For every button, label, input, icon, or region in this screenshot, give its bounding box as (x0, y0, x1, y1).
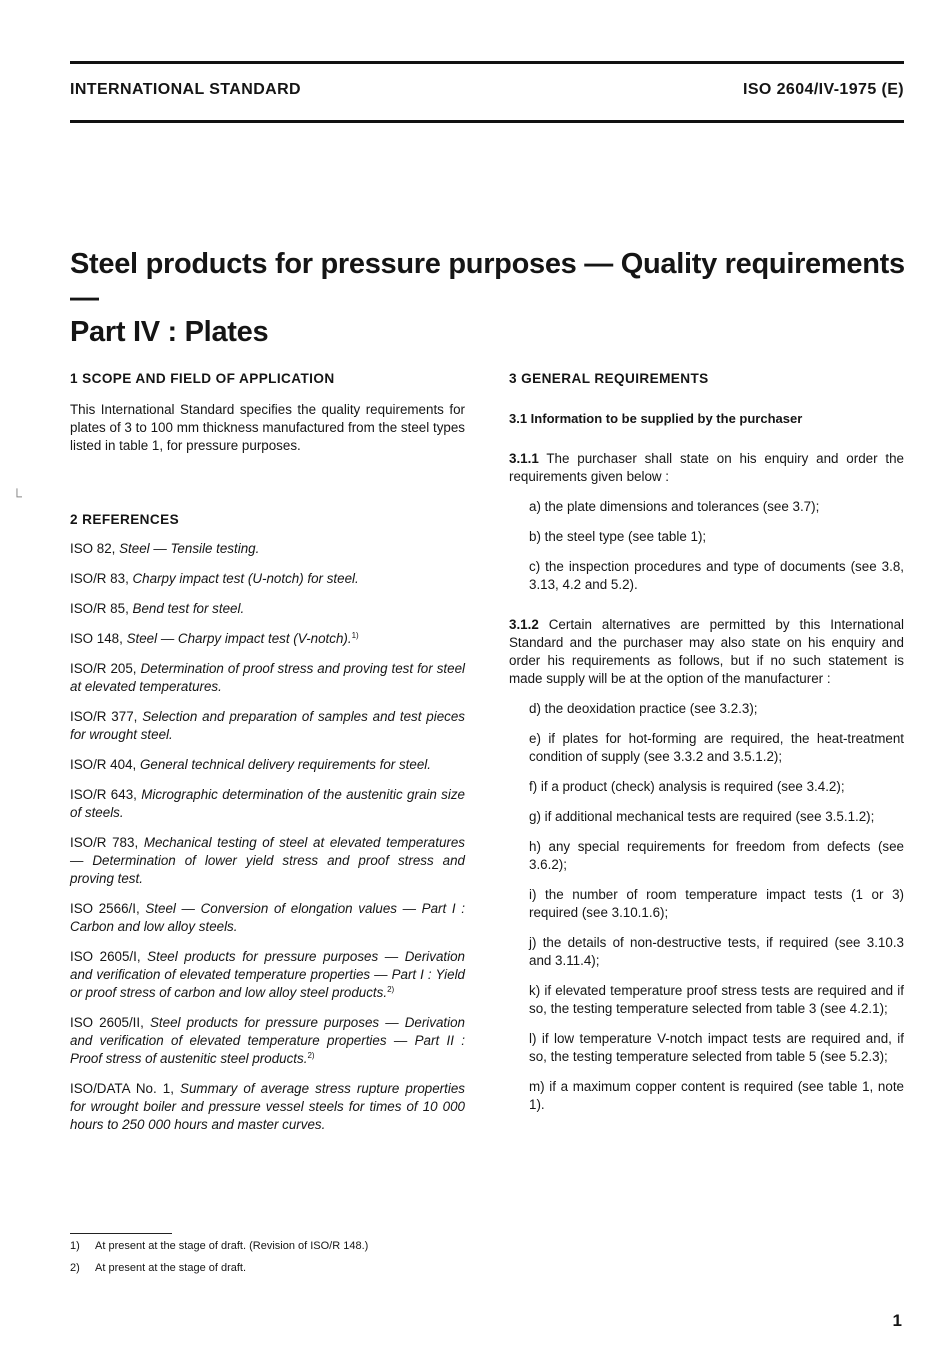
clause-number: 3.1.2 (509, 617, 539, 632)
margin-mark: └ (12, 488, 22, 504)
reference-item: ISO/R 377, Selection and preparation of samples and test pieces for wrought steel. (70, 709, 465, 742)
list-item: l) if low temperature V-notch impact tests are required and, if so, the testing temperature selected from table 5 (see 5.2.3); (529, 1031, 904, 1064)
footnote-text: At present at the stage of draft. (95, 1262, 247, 1274)
header-standard-label: INTERNATIONAL STANDARD (70, 81, 302, 98)
clause-3-1-1: 3.1.1 The purchaser shall state on his enquiry and order the requirements given below : (509, 451, 904, 484)
list-item: d) the deoxidation practice (see 3.2.3); (529, 701, 758, 716)
list-item: g) if additional mechanical tests are required (see 3.5.1.2); (529, 809, 875, 824)
footnote-ref: 2) (307, 1051, 315, 1060)
list-item: a) the plate dimensions and tolerances (see 3.7); (529, 499, 820, 514)
reference-item: ISO 148, Steel — Charpy impact test (V-notch).$^{1)}$ (70, 631, 359, 646)
reference-item: ISO 82, Steel — Tensile testing. (70, 541, 260, 556)
list-a-c (509, 498, 904, 594)
right-column (509, 370, 904, 1114)
page-number: 1 (892, 1311, 902, 1330)
title-line-1: Steel products for pressure purposes — Quality requirements — (70, 248, 905, 314)
header-standard-number: ISO 2604/IV-1975 (E) (743, 81, 904, 98)
top-rule (70, 61, 904, 64)
reference-item: ISO/R 83, Charpy impact test (U-notch) for steel. (70, 571, 359, 586)
reference-item: ISO 2605/I, Steel products for pressure purposes — Derivation and verification of elevated temperature properties — Part I : Yield or proof stress of carbon and low alloy steel products.$^{2)}$ (70, 949, 465, 1000)
general-requirements-heading: 3 GENERAL REQUIREMENTS (509, 371, 709, 386)
list-item: c) the inspection procedures and type of documents (see 3.8, 3.13, 4.2 and 5.2). (529, 559, 904, 592)
list-item: b) the steel type (see table 1); (529, 529, 707, 544)
reference-item: ISO/R 783, Mechanical testing of steel at elevated temperatures — Determination of lower yield stress and proof stress and proving test. (70, 835, 465, 886)
reference-item: ISO/R 85, Bend test for steel. (70, 601, 245, 616)
reference-item: ISO 2605/II, Steel products for pressure purposes — Derivation and verification of elevated temperature properties — Part II : Proof stress of austenitic steel products.$^{2)}$ (70, 1015, 465, 1066)
title-line-2: Part IV : Plates (70, 316, 269, 348)
references-list (70, 540, 465, 1134)
footnote-1 (70, 1240, 368, 1252)
list-item: m) if a maximum copper content is required (see table 1, note 1). (529, 1079, 904, 1112)
page-title (70, 247, 920, 349)
footnote-number: 1) (70, 1240, 80, 1252)
list-item: i) the number of room temperature impact tests (1 or 3) required (see 3.10.1.6); (529, 887, 904, 920)
reference-item: ISO/R 643, Micrographic determination of the austenitic grain size of steels. (70, 787, 465, 820)
reference-item: ISO 2566/I, Steel — Conversion of elongation values — Part I : Carbon and low alloy steels. (70, 901, 465, 934)
footnote-rule (70, 1233, 172, 1234)
left-column (70, 370, 465, 1134)
purchaser-info-subheading: 3.1 Information to be supplied by the purchaser (509, 411, 803, 426)
scope-heading: 1 SCOPE AND FIELD OF APPLICATION (70, 371, 335, 386)
clause-number: 3.1.1 (509, 451, 539, 466)
reference-item: ISO/DATA No. 1, Summary of average stress rupture properties for wrought boiler and pressure vessel steels for times of 10 000 hours to 250 000 hours and master curves. (70, 1081, 465, 1132)
list-item: h) any special requirements for freedom from defects (see 3.6.2); (529, 839, 904, 872)
reference-item: ISO/R 404, General technical delivery requirements for steel. (70, 757, 431, 772)
list-d-m (509, 700, 904, 1114)
list-item: k) if elevated temperature proof stress tests are required and if so, the testing temperature selected from table 3 (see 4.2.1); (529, 983, 904, 1016)
footnote-ref: 2) (387, 985, 395, 994)
list-item: j) the details of non-destructive tests, if required (see 3.10.3 and 3.11.4); (529, 935, 904, 968)
scope-text: This International Standard specifies the quality requirements for plates of 3 to 100 mm thickness manufactured from the steel types listed in table 1, for pressure purposes. (70, 402, 465, 453)
clause-3-1-2: 3.1.2 Certain alternatives are permitted by this International Standard and the purchaser may also state on his enquiry and order his requirements as follows, but if no such statement is made supply will be at the option of the manufacturer : (509, 617, 904, 686)
footnote-text: At present at the stage of draft. (Revision of ISO/R 148.) (95, 1240, 369, 1252)
footnote-2 (70, 1262, 246, 1274)
footnote-number: 2) (70, 1262, 80, 1274)
list-item: e) if plates for hot-forming are required, the heat-treatment condition of supply (see 3.3.2 and 3.5.1.2); (529, 731, 904, 764)
list-item: f) if a product (check) analysis is required (see 3.4.2); (529, 779, 845, 794)
references-heading: 2 REFERENCES (70, 512, 180, 527)
reference-item: ISO/R 205, Determination of proof stress and proving test for steel at elevated temperatures. (70, 661, 465, 694)
footnote-ref: 1) (351, 631, 359, 640)
header-rule (70, 120, 904, 123)
